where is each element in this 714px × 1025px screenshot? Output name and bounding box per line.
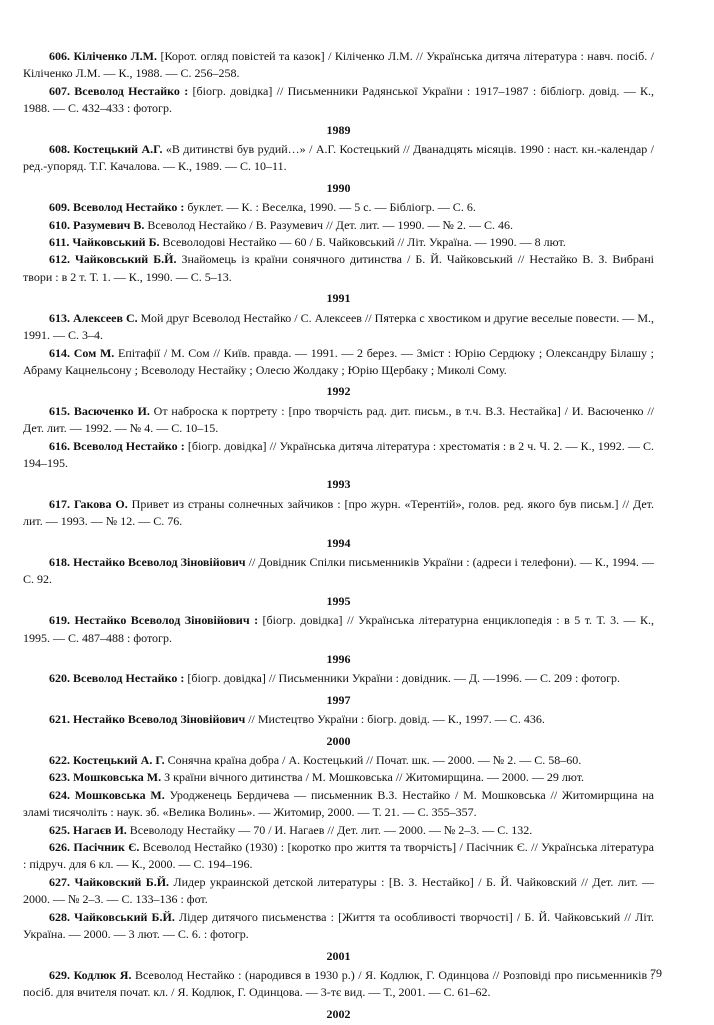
- entry-heading: [49, 968, 131, 982]
- bibliography-entry: [23, 234, 654, 251]
- entry-heading: [49, 439, 185, 453]
- entry-author: Гакова О.: [73, 496, 128, 511]
- entry-author: Чайковський Б.: [72, 235, 160, 250]
- entry-number: 608.: [49, 142, 70, 157]
- entry-description: От наброска к портрету : [про творчість рад. дит. письм., в т.ч. В.З. Нестайка] / И. Васюченко // Дет. лит. — 1992. — № 4. — С. 10–15.: [23, 403, 655, 436]
- entry-heading: [49, 840, 139, 854]
- bibliography-entry: [23, 874, 654, 909]
- entry-number: 609.: [49, 200, 70, 215]
- entry-author: Чайковський Б.Й.: [74, 909, 175, 924]
- entry-author: Чайковский Б.Й.: [74, 874, 170, 889]
- entry-description: Привет из страны солнечных зайчиков : [про журн. «Терентій», голов. ред. якого був письм.] // Дет. лит. — 1993. — № 12. — С. 76.: [23, 496, 654, 529]
- bibliography-entry: [23, 310, 654, 345]
- entry-number: 624.: [49, 787, 70, 802]
- entry-author: Нестайко Всеволод Зіновійович: [73, 712, 246, 727]
- entry-author: Алексеев С.: [73, 310, 138, 325]
- entry-author: Всеволод Нестайко :: [73, 438, 185, 453]
- entry-number: 611.: [49, 235, 70, 250]
- entry-author: Разумевич В.: [73, 217, 145, 232]
- entry-author: Мошковська М.: [73, 770, 162, 785]
- entry-description: Епітафії / М. Сом // Київ. правда. — 1991. — 2 берез. — Зміст : Юрію Сердюку ; Олександру Білашу ; Абраму Кацнельсону ; Всеволоду Нестайку ; Олесю Жолдаку ; Юрію Щербаку ; Миколі Сому.: [23, 345, 655, 377]
- entry-number: 606.: [49, 49, 70, 63]
- entry-author: Мошковська М.: [74, 787, 165, 802]
- bibliography-entry: [23, 787, 654, 822]
- entry-heading: [49, 875, 169, 889]
- entry-number: 625.: [49, 822, 70, 837]
- entry-number: 614.: [49, 345, 70, 360]
- entry-number: 610.: [49, 217, 70, 232]
- entry-heading: [49, 404, 150, 418]
- entry-number: 618.: [49, 554, 70, 569]
- entry-description: Уродженець Бердичева — письменник В.З. Нестайко / М. Мошковська // Житомирщина на зламі тисячоліть : наук. зб. «Велика Волинь». — Житомир, 2000. — Т. 21. — С. 355–357.: [23, 787, 654, 820]
- entry-heading: [49, 788, 165, 802]
- entry-number: 626.: [49, 840, 70, 855]
- entry-description: [біогр. довідка] // Українська дитяча література : хрестоматія : в 2 ч. Ч. 2. — К., 1992. — С. 194–195.: [23, 438, 655, 470]
- entry-author: Чайковський Б.Й.: [75, 252, 177, 267]
- entry-description: Мой друг Всеволод Нестайко / С. Алексеев // Пятерка с хвостиком и другие веселые повести. — М., 1991. — С. 3–4.: [23, 310, 654, 343]
- year-heading: 1989: [326, 122, 351, 137]
- bibliography-entry: [23, 83, 654, 118]
- bibliography-entry: [23, 496, 654, 531]
- entry-description: буклет. — К. : Веселка, 1990. — 5 с. — Бібліогр. — С. 6.: [184, 200, 476, 215]
- bibliography-entry: [23, 554, 654, 589]
- entry-heading: [49, 613, 258, 627]
- entry-heading: [49, 497, 128, 511]
- entry-author: Нестайко Всеволод Зіновійович :: [74, 613, 259, 628]
- entry-description: Сонячна країна добра / А. Костецький // Почат. шк. — 2000. — № 2. — С. 58–60.: [164, 753, 582, 768]
- entry-heading: [49, 252, 176, 266]
- entry-description: Лидер украинской детской литературы : [В. З. Нестайко] / Б. Й. Чайковский // Дет. лит. — 2000. — № 2–3. — С. 133–136 : фот.: [23, 874, 655, 907]
- entry-heading: [49, 712, 245, 726]
- bibliography-entry: [23, 967, 654, 1002]
- entry-heading: [49, 346, 114, 360]
- entry-number: 622.: [49, 753, 70, 768]
- entry-number: 616.: [49, 438, 70, 453]
- year-heading: 1996: [326, 652, 351, 666]
- entry-number: 613.: [49, 310, 70, 325]
- bibliography-page: [23, 48, 654, 1025]
- year-heading: 1990: [326, 180, 351, 195]
- entry-author: Всеволод Нестайко :: [73, 200, 185, 215]
- entry-description: Всеволод Нестайко : (народився в 1930 р.) / Я. Кодлюк, Г. Одинцова // Розповіді про письменників : посіб. для вчителя почат. кл. / Я. Кодлюк, Г. Одинцова. — 3-тє вид. — Т., 2001. — С. 61–62.: [23, 967, 655, 1000]
- entry-heading: [49, 671, 184, 685]
- entry-heading: [49, 311, 138, 325]
- entry-description: Лідер дитячого письменства : [Життя та особливості творчості] / Б. Й. Чайковський // Літ. Україна. — 2000. — 3 лют. — С. 6. : фотогр.: [23, 909, 654, 942]
- entry-heading: [49, 84, 188, 98]
- entry-heading: [49, 770, 161, 784]
- bibliography-entry: [23, 839, 654, 874]
- entry-heading: [49, 823, 127, 837]
- entry-heading: [49, 49, 157, 63]
- entry-author: Костецький А.Г.: [73, 142, 163, 157]
- entry-number: 628.: [49, 909, 70, 924]
- entry-number: 621.: [49, 712, 70, 727]
- bibliography-entry: [23, 822, 654, 839]
- bibliography-entry: [23, 403, 654, 438]
- entry-description: [біогр. довідка] // Українська літературна енциклопедія : в 5 т. Т. 3. — К., 1995. — С. 487–488 : фотогр.: [23, 613, 655, 645]
- entry-description: [біогр. довідка] // Письменники Радянської України : 1917–1987 : бібліогр. довід. — К., 1988. — С. 432–433 : фотогр.: [23, 83, 655, 116]
- year-heading: 2001: [326, 948, 351, 963]
- entry-number: 615.: [49, 403, 70, 418]
- entry-author: Сом М.: [73, 345, 115, 360]
- page-number: 79: [650, 966, 662, 980]
- entry-description: Всеволод Нестайко (1930) : [коротко про життя та творчість] / Пасічник Є. // Українська література : підруч. для 6 кл. — К., 2000. — С. 194–196.: [23, 840, 654, 872]
- entry-heading: [49, 753, 165, 767]
- entry-author: Кіліченко Л.М.: [73, 49, 158, 63]
- year-heading: 1992: [326, 384, 351, 399]
- entry-number: 627.: [49, 874, 70, 889]
- bibliography-entry: [23, 752, 654, 769]
- year-heading: 1993: [326, 477, 351, 492]
- entry-author: Всеволод Нестайко :: [73, 671, 185, 686]
- entry-number: 620.: [49, 671, 70, 686]
- entry-author: Васюченко И.: [73, 403, 150, 418]
- bibliography-entry: [23, 345, 654, 380]
- bibliography-entry: [23, 141, 654, 176]
- entry-number: 619.: [49, 613, 70, 628]
- entry-heading: [49, 142, 162, 156]
- entry-description: З країни вічного дитинства / М. Мошковська // Житомирщина. — 2000. — 29 лют.: [161, 770, 585, 785]
- bibliography-entry: [23, 909, 654, 944]
- year-heading: 2000: [326, 733, 351, 748]
- entry-description: [Корот. огляд повістей та казок] / Кіліченко Л.М. // Українська дитяча література : навч. посіб. / Кіліченко Л.М. — К., 1988. — С. 256–258.: [23, 49, 654, 81]
- entry-author: Костецький А. Г.: [73, 753, 165, 768]
- entry-heading: [49, 200, 184, 214]
- entry-description: Всеволод Нестайко / В. Разумевич // Дет. лит. — 1990. — № 2. — С. 46.: [144, 217, 513, 232]
- entry-description: Всеволодові Нестайко — 60 / Б. Чайковський // Літ. Україна. — 1990. — 8 лют.: [159, 235, 566, 250]
- entry-heading: [49, 910, 175, 924]
- entry-description: // Довідник Спілки письменників України : (адреси і телефони). — К., 1994. — С. 92.: [23, 554, 655, 587]
- entry-description: // Мистецтво України : біогр. довід. — К., 1997. — С. 436.: [245, 712, 545, 727]
- year-heading: 1995: [326, 593, 351, 608]
- bibliography-entry: [23, 217, 654, 234]
- entry-number: 629.: [49, 967, 70, 982]
- bibliography-entry: [23, 612, 654, 647]
- entry-author: Кодлюк Я.: [73, 967, 132, 982]
- entry-description: [біогр. довідка] // Письменники України : довідник. — Д. —1996. — С. 209 : фотогр.: [184, 671, 621, 686]
- entry-heading: [49, 555, 246, 569]
- entry-author: Нестайко Всеволод Зіновійович: [73, 554, 246, 569]
- entry-description: Всеволоду Нестайку — 70 / И. Нагаев // Дет. лит. — 2000. — № 2–3. — С. 132.: [126, 822, 533, 837]
- entry-number: 607.: [49, 83, 70, 98]
- year-heading: 1991: [326, 291, 351, 306]
- year-heading: 1997: [326, 692, 351, 707]
- entry-heading: [49, 218, 144, 232]
- entry-heading: [49, 235, 160, 249]
- entry-author: Всеволод Нестайко :: [74, 83, 189, 98]
- entry-number: 617.: [49, 496, 70, 511]
- year-heading: 1994: [326, 535, 351, 550]
- entry-number: 612.: [49, 252, 70, 267]
- entry-description: «В дитинстві був рудий…» / А.Г. Костецький // Дванадцять місяців. 1990 : наст. кн.-календар / ред.-упоряд. Т.Г. Качалова. — К., 1989. — С. 10–11.: [23, 142, 654, 174]
- bibliography-entry: [23, 769, 654, 786]
- entry-author: Нагаєв И.: [73, 822, 127, 837]
- bibliography-entry: [23, 711, 654, 728]
- bibliography-entry: [23, 251, 654, 286]
- year-heading: 2002: [326, 1006, 351, 1021]
- bibliography-entry: [23, 199, 654, 216]
- bibliography-entry: [23, 48, 654, 83]
- bibliography-entry: [23, 438, 654, 473]
- bibliography-entry: [23, 670, 654, 687]
- entry-author: Пасічник Є.: [73, 840, 140, 855]
- entry-number: 623.: [49, 770, 70, 785]
- entry-description: Знайомець із країни сонячного дитинства / Б. Й. Чайковський // Нестайко В. З. Вибрані твори : в 2 т. Т. 1. — К., 1990. — С. 5–13.: [23, 252, 654, 284]
